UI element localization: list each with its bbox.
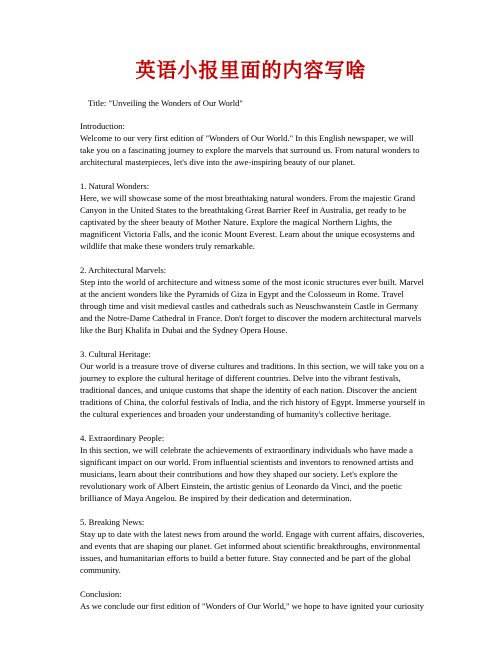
section-cultural-heritage bbox=[80, 348, 430, 420]
section-body: Our world is a treasure trove of diverse cultures and traditions. In this section, we will take you on a journey to explore the cultural heritage of different countries. Delve into the vibrant festivals, traditional dances, and unique customs that shape the identity of each nation. Discover the ancient traditions of China, the colorful festivals of India, and the rich history of Egypt. Immerse yourself in the cultural experiences and broaden your understanding of humanity's collective heritage. bbox=[80, 361, 425, 419]
section-extraordinary-people bbox=[80, 432, 430, 504]
section-body: Stay up to date with the latest news from around the world. Engage with current affairs, discoveries, and events that are shaping our planet. Get informed about scientific breakthroughs, environmental issues, and humanitarian efforts to build a better future. Stay connected and be part of the global community. bbox=[80, 529, 425, 575]
section-breaking-news bbox=[80, 516, 430, 576]
section-conclusion bbox=[80, 588, 430, 612]
article-title-line: Title: "Unveiling the Wonders of Our World" bbox=[88, 98, 243, 108]
section-introduction bbox=[80, 120, 430, 168]
section-heading: 1. Natural Wonders: bbox=[80, 181, 150, 191]
section-body: In this section, we will celebrate the achievements of extraordinary individuals who have made a significant impact on our world. From influential scientists and inventors to renowned artists and musicians, learn about their contributions and how they shaped our society. Let's explore the revolutionary work of Albert Einstein, the artistic genius of Leonardo da Vinci, and the poetic brilliance of Maya Angelou. Be inspired by their dedication and determination. bbox=[80, 445, 414, 503]
section-heading: 5. Breaking News: bbox=[80, 517, 145, 527]
section-heading: Conclusion: bbox=[80, 589, 122, 599]
section-heading: 2. Architectural Marvels: bbox=[80, 265, 167, 275]
section-natural-wonders bbox=[80, 180, 430, 252]
section-heading: 3. Cultural Heritage: bbox=[80, 349, 151, 359]
article-body bbox=[80, 97, 430, 624]
page-title: 英语小报里面的内容写啥 bbox=[135, 58, 367, 82]
section-heading: Introduction: bbox=[80, 121, 125, 131]
section-body: Welcome to our very first edition of "Wonders of Our World." In this English newspaper, we will take you on a fascinating journey to explore the marvels that surround us. From natural wonders to architectural masterpieces, let's dive into the awe-inspiring beauty of our planet. bbox=[80, 133, 420, 167]
section-heading: 4. Extraordinary People: bbox=[80, 433, 165, 443]
section-body: Here, we will showcase some of the most breathtaking natural wonders. From the majestic Grand Canyon in the United States to the breathtaking Great Barrier Reef in Australia, get ready to be captivated by the sheer beauty of Mother Nature. Explore the magical Northern Lights, the magnificent Victoria Falls, and the iconic Mount Everest. Learn about the unique ecosystems and wildlife that make these wonders truly remarkable. bbox=[80, 193, 416, 251]
section-body: As we conclude our first edition of "Wonders of Our World," we hope to have ignited your curiosity bbox=[80, 601, 424, 611]
section-body: Step into the world of architecture and witness some of the most iconic structures ever built. Marvel at the ancient wonders like the Pyramids of Giza in Egypt and the Colosseum in Rome. Travel through time and visit medieval castles and cathedrals such as Neuschwanstein Castle in Germany and the Notre-Dame Cathedral in France. Don't forget to discover the modern architectural marvels like the Burj Khalifa in Dubai and the Sydney Opera House. bbox=[80, 277, 424, 335]
section-architectural-marvels bbox=[80, 264, 430, 336]
